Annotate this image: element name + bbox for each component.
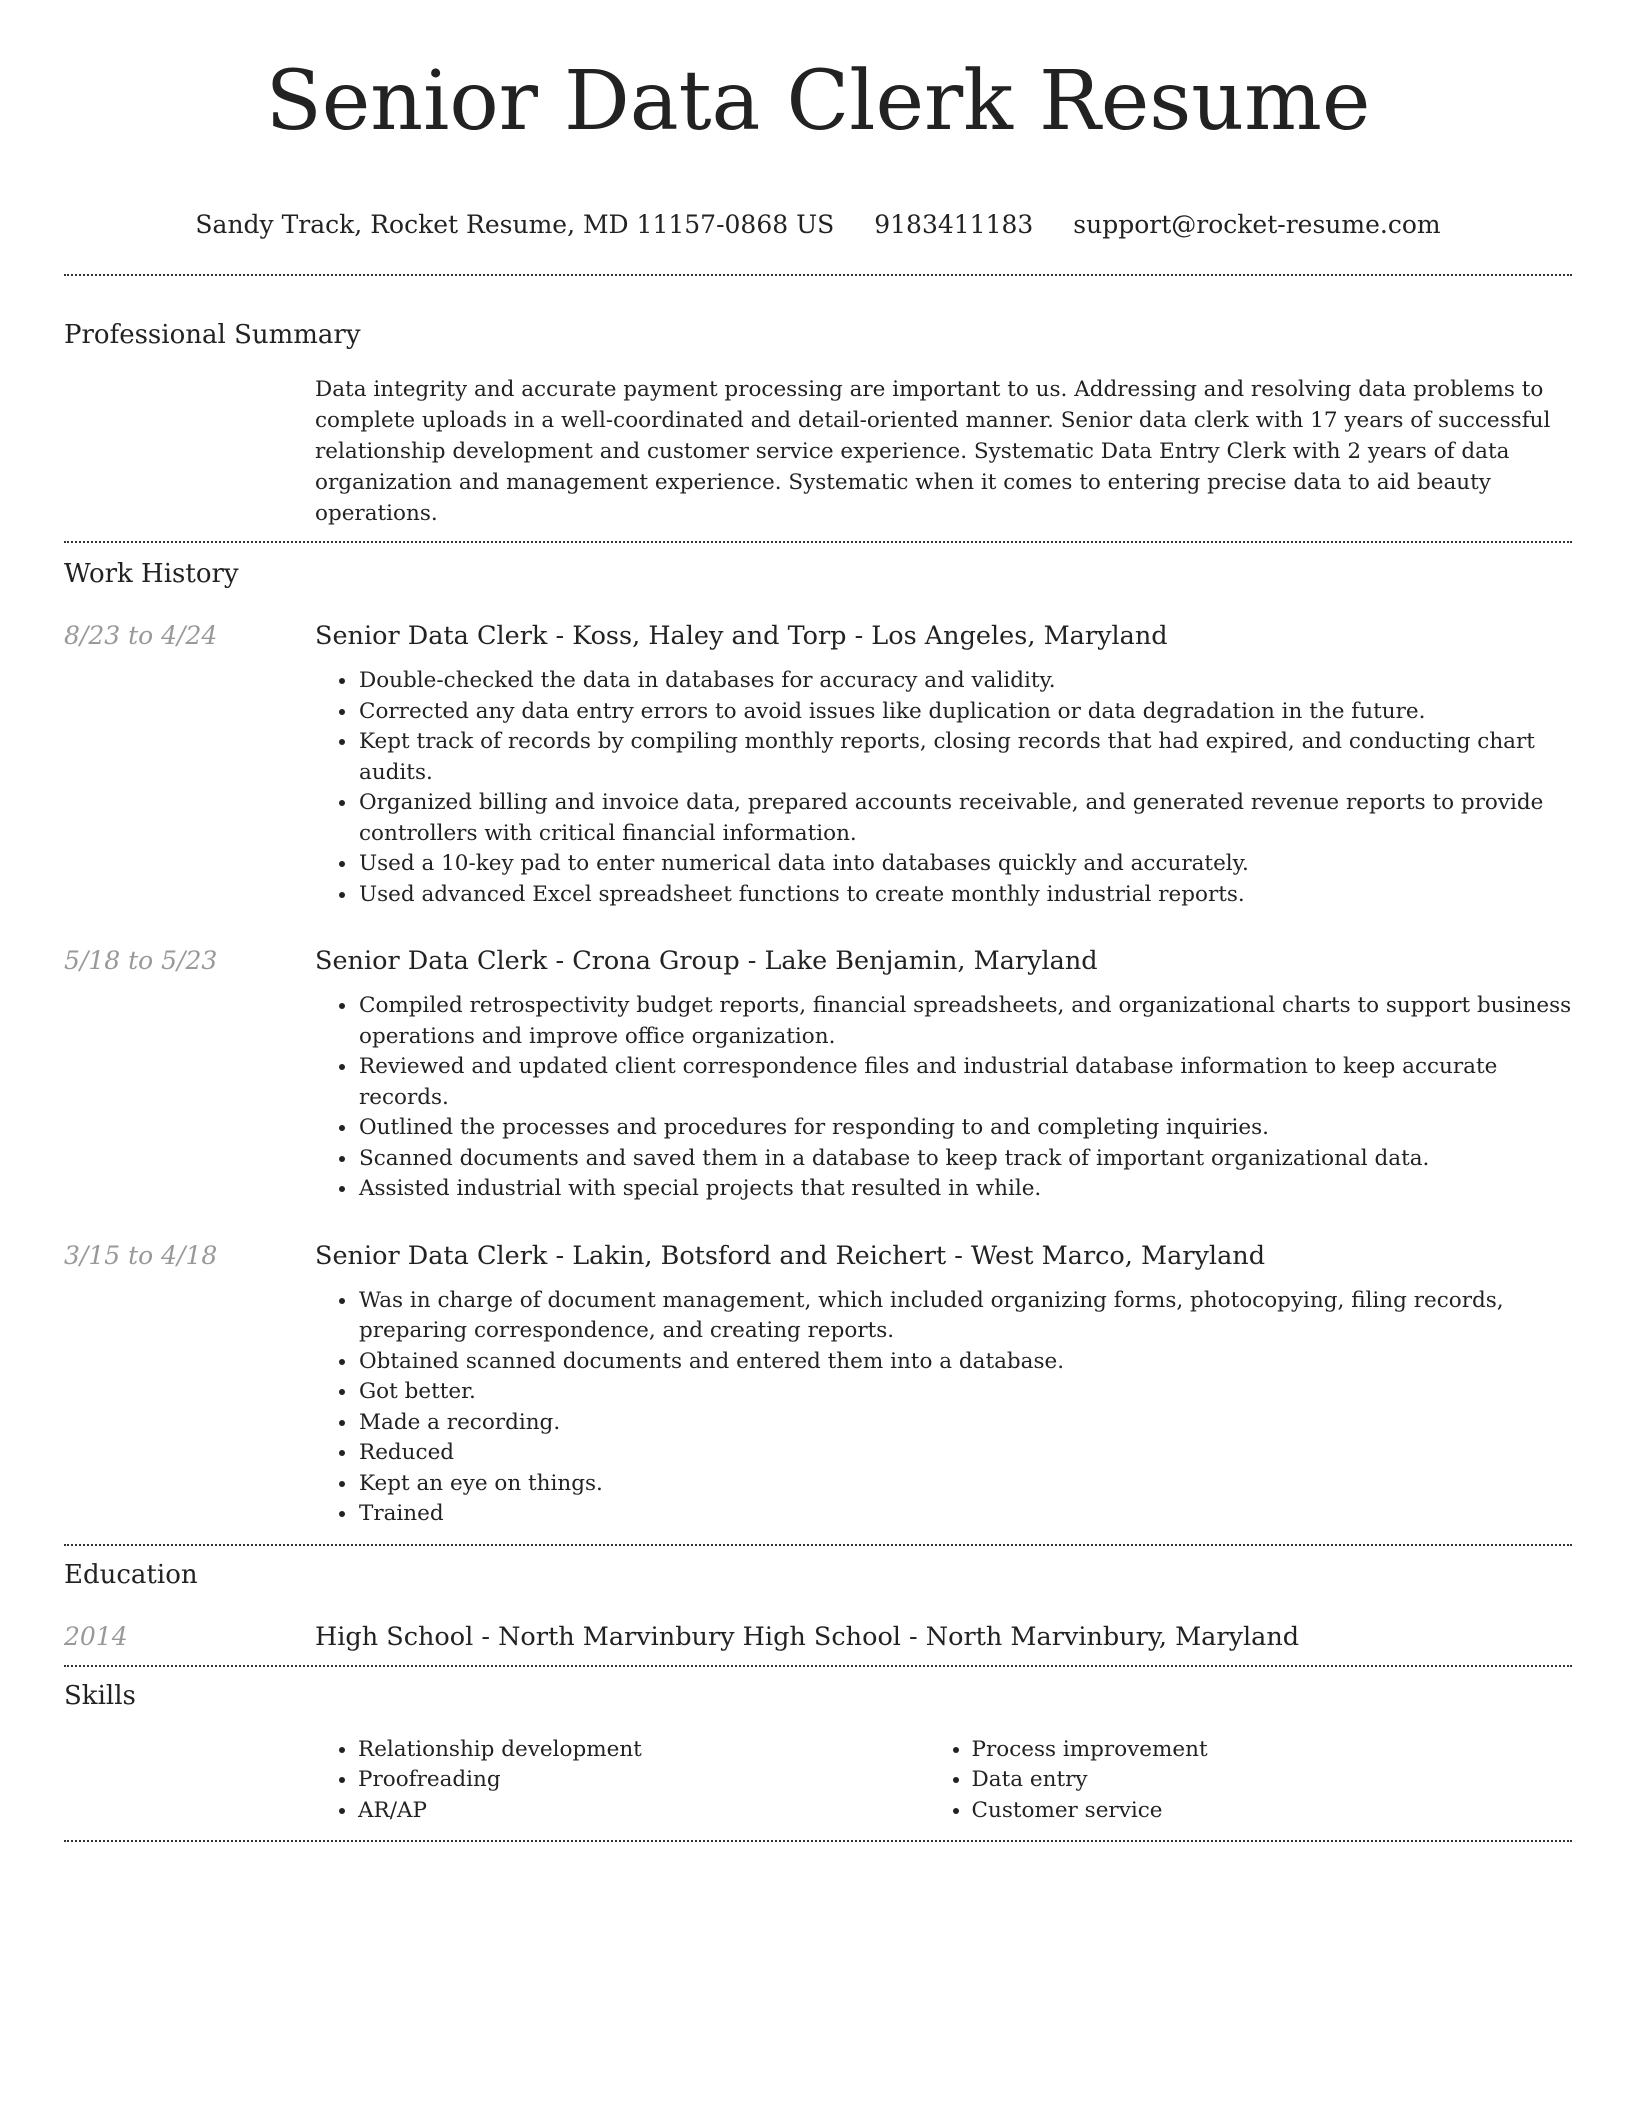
job-bullet: • Trained (358, 1499, 1572, 1530)
job-entry (64, 619, 1572, 910)
summary-text: Data integrity and accurate payment processing are important to us. Addressing and resolving data problems to complete uploads in a well-coordinated and detail-oriented manner. Senior data clerk with 17 years of successful relationship development and customer service experience. Systematic Data Entry Clerk with 2 years of data organization and management experience. Systematic when it comes to entering precise data to aid beauty operations. (315, 377, 1551, 526)
work-history-heading: Work History (64, 559, 239, 589)
contact-info (64, 208, 1572, 242)
skill-item: • AR/AP (358, 1796, 929, 1827)
job-bullet: • Kept an eye on things. (358, 1469, 1572, 1500)
section-divider (64, 1665, 1572, 1667)
skill-item: • Customer service (972, 1796, 1570, 1827)
job-bullet: • Got better. (358, 1377, 1572, 1408)
resume-page (64, 0, 1572, 1842)
job-entry (64, 944, 1572, 1205)
job-heading: Senior Data Clerk - Crona Group - Lake Benjamin, Maryland (315, 946, 1098, 976)
job-bullets (315, 666, 1572, 910)
contact-phone: 9183411183 (874, 210, 1034, 239)
job-date: 8/23 to 4/24 (64, 621, 218, 650)
job-bullet: • Made a recording. (358, 1408, 1572, 1439)
resume-title: Senior Data Clerk Resume (265, 54, 1371, 149)
job-bullet: • Scanned documents and saved them in a database to keep track of important organizational data. (358, 1144, 1572, 1175)
job-bullet: • Outlined the processes and procedures for responding to and completing inquiries. (358, 1113, 1572, 1144)
summary-heading: Professional Summary (64, 320, 361, 350)
education-heading-line: High School - North Marvinbury High School - North Marvinbury, Maryland (315, 1621, 1300, 1652)
job-date: 3/15 to 4/18 (64, 1240, 218, 1270)
skill-item: • Proofreading (358, 1765, 929, 1796)
education-heading: Education (64, 1559, 198, 1590)
skill-item: • Process improvement (972, 1735, 1570, 1766)
job-bullet: • Reviewed and updated client correspondence files and industrial database information to keep accurate records. (358, 1052, 1572, 1113)
job-bullet: • Assisted industrial with special projects that resulted in while. (358, 1174, 1572, 1205)
skill-item: • Data entry (972, 1765, 1570, 1796)
job-bullets (315, 991, 1572, 1205)
job-bullet: • Double-checked the data in databases for accuracy and validity. (358, 666, 1572, 697)
education-entry (64, 1620, 1572, 1654)
skills-heading: Skills (64, 1680, 136, 1711)
section-divider (64, 1840, 1572, 1842)
job-bullet: • Obtained scanned documents and entered them into a database. (358, 1347, 1572, 1378)
job-bullets (315, 1286, 1572, 1530)
job-entry (64, 1239, 1572, 1530)
section-divider (64, 1544, 1572, 1546)
skill-item: • Relationship development (358, 1735, 929, 1766)
skills-column (315, 1735, 929, 1827)
education-date: 2014 (64, 1621, 128, 1651)
contact-email[interactable]: support@rocket-resume.com (1073, 210, 1441, 239)
job-bullet: • Used a 10-key pad to enter numerical data into databases quickly and accurately. (358, 849, 1572, 880)
job-heading: Senior Data Clerk - Koss, Haley and Torp - Los Angeles, Maryland (315, 621, 1168, 651)
job-date: 5/18 to 5/23 (64, 946, 218, 975)
skills-column (929, 1735, 1570, 1827)
job-bullet: • Reduced (358, 1438, 1572, 1469)
job-bullet: • Compiled retrospectivity budget reports, financial spreadsheets, and organizational charts to support business operations and improve office organization. (358, 991, 1572, 1052)
skills-list (315, 1735, 1570, 1827)
job-bullet: • Corrected any data entry errors to avoid issues like duplication or data degradation in the future. (358, 697, 1572, 728)
job-bullet: • Kept track of records by compiling monthly reports, closing records that had expired, and conducting chart audits. (358, 727, 1572, 788)
job-bullet: • Organized billing and invoice data, prepared accounts receivable, and generated revenue reports to provide controllers with critical financial information. (358, 788, 1572, 849)
section-divider (64, 541, 1572, 543)
section-divider (64, 274, 1572, 276)
contact-address: Sandy Track, Rocket Resume, MD 11157-0868 US (195, 210, 835, 239)
job-heading: Senior Data Clerk - Lakin, Botsford and Reichert - West Marco, Maryland (315, 1240, 1266, 1271)
job-bullet: • Was in charge of document management, which included organizing forms, photocopying, filing records, preparing correspondence, and creating reports. (358, 1286, 1572, 1347)
job-bullet: • Used advanced Excel spreadsheet functions to create monthly industrial reports. (358, 880, 1572, 911)
